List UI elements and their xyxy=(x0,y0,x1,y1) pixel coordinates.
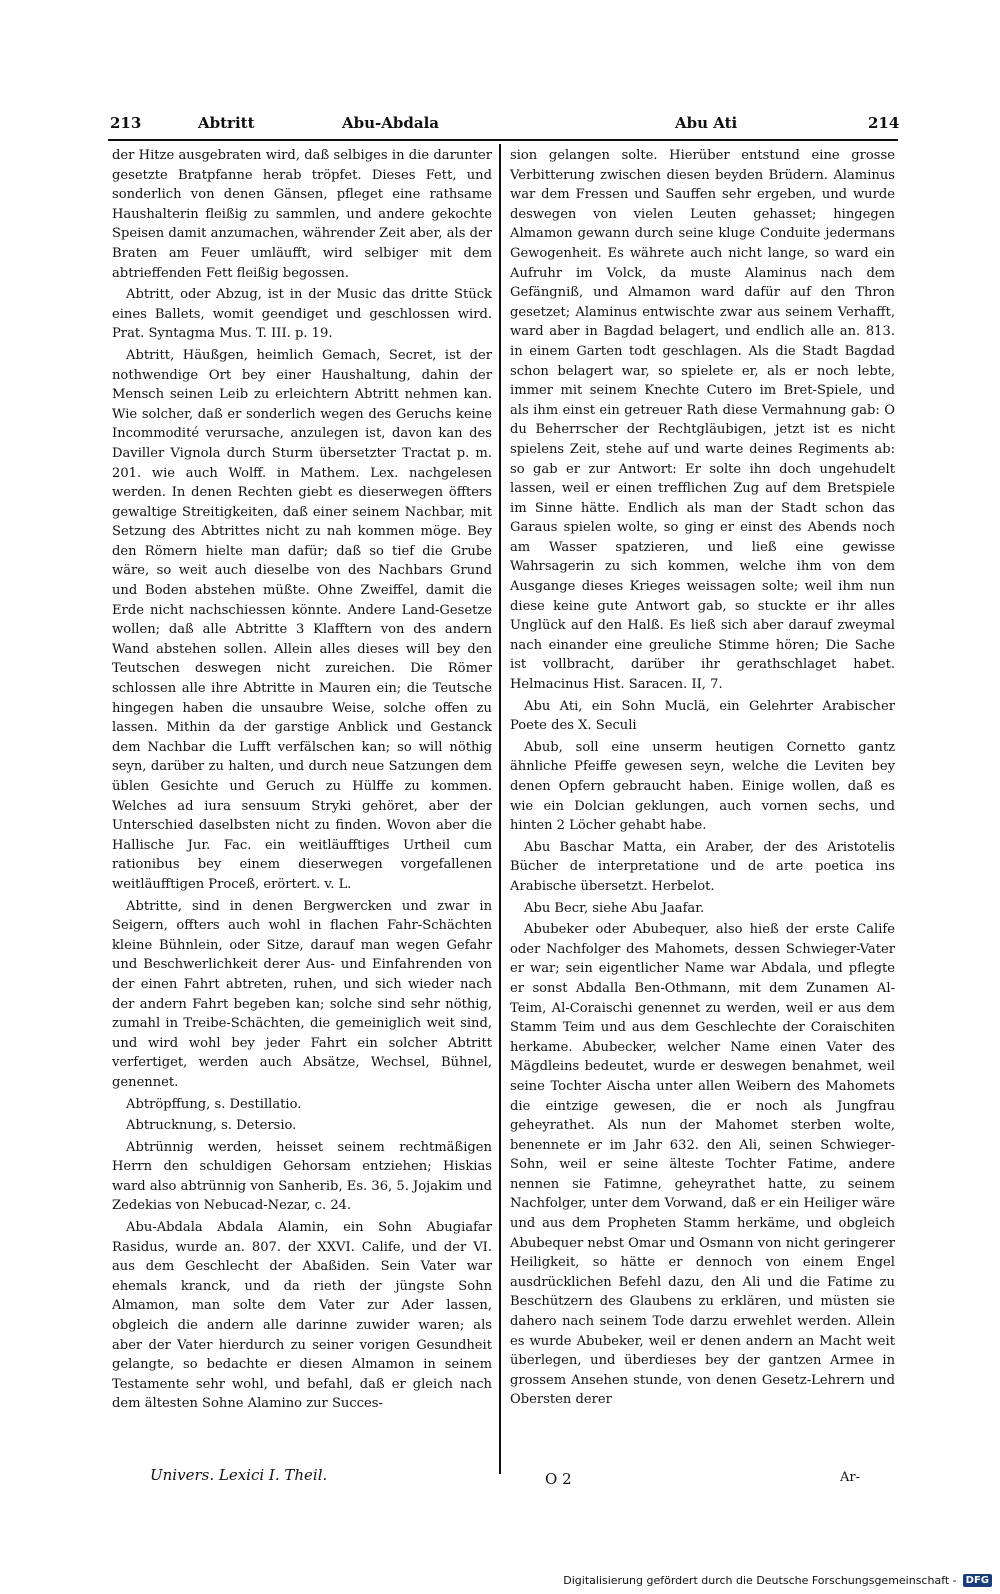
header-catch-left: Abu-Abdala xyxy=(342,114,440,132)
paragraph: Abu-Abdala Abdala Alamin, ein Sohn Abugiafar Rasidus, wurde an. 807. der XXVI. Calife, und der VI. aus dem Geschlecht der Abaßiden. Sein Vater war ehemals kranck, und da rieth der jüngste Sohn Almamon, man solte dem Vater zur Ader lassen, obgleich die andern alle darinne zuwider waren; als aber der Vater hierdurch zu seiner vorigen Gesundheit gelangte, so bedachte er diesen Almamon in seinem Testamente sehr wohl, und befahl, daß er gleich nach dem ältesten Sohne Alamino zur Succes- xyxy=(112,1220,492,1412)
paragraph: Abtrucknung, s. Detersio. xyxy=(126,1118,297,1134)
page-number-left: 213 xyxy=(110,114,142,132)
catchword: Ar- xyxy=(840,1470,860,1485)
paragraph: Abtritte, sind in denen Bergwercken und zwar in Seigern, offters auch wohl in flachen Fahr-Schächten kleine Bühnlein, oder Sitze, darauf man wegen Gefahr und Beschwerlichkeit derer Aus- und Einfahrenden von der einen Fahrt abtreten, ruhen, und sich wieder nach der andern Fahrt begeben kan; solche sind sehr nöthig, zumahl in Treibe-Schächten, die gemeiniglich weit sind, und wird wohl bey jeder Fahrt ein solcher Abtritt verfertiget, werden auch Absätze, Wechsel, Bühnel, genennet. xyxy=(112,898,492,1090)
paragraph: Abu Ati, ein Sohn Muclä, ein Gelehrter Arabischer Poete des X. Seculi xyxy=(510,698,895,734)
digitization-footer xyxy=(563,1571,992,1589)
paragraph: Abtritt, oder Abzug, ist in der Music das dritte Stück eines Ballets, womit geendiget und geschlossen wird. Prat. Syntagma Mus. T. III. p. 19. xyxy=(112,287,492,342)
paragraph: Abu Becr, siehe Abu Jaafar. xyxy=(524,900,705,916)
header-keyword-left: Abtritt xyxy=(198,114,255,132)
paragraph: Abtrünnig werden, heisset seinem rechtmäßigen Herrn den schuldigen Gehorsam entziehen; Hiskias ward also abtrünnig von Sanherib, Es. 36, 5. Jojakim und Zedekias von Nebucad-Nezar, c. 24. xyxy=(112,1139,492,1214)
signature-line: Univers. Lexici I. Theil. xyxy=(150,1466,328,1484)
signature-mark: O 2 xyxy=(545,1470,572,1488)
right-column xyxy=(510,146,895,1410)
paragraph: sion gelangen solte. Hierüber entstund eine grosse Verbitterung zwischen diesen beyden Brüdern. Alaminus war dem Fressen und Sauffen sehr ergeben, und wurde deswegen von vielen Leuten gehasset; hingegen Almamon gewann durch seine kluge Conduite jedermans Gewogenheit. Es währete auch nicht lange, so ward ein Aufruhr im Volck, da muste Alaminus nach dem Gefängniß, und Almamon ward dafür auf den Thron gesetzet; Alaminus entwischte zwar aus seinem Verhafft, ward aber in Bagdad belagert, und endlich alle an. 813. in einem Garten todt geschlagen. Als die Stadt Bagdad schon belagert war, so spielete er, als er noch lebte, immer mit seinem Knechte Cutero im Bret-Spiele, und als ihm einst ein getreuer Rath diese Vermahnung gab: O du Beherrscher der Rechtgläubigen, jetzt ist es nicht spielens Zeit, stehe auf und warte deines Regiments ab: so gab er zur Antwort: Er solte ihn doch ungehudelt lassen, weil er einen trefflichen Zug auf dem Bretspiele im Sinne hätte. Endlich als man der Stadt schon das Garaus spielen wolte, so ging er einst des Abends noch am Wasser spatzieren, und ließ eine gewisse Wahrsagerin zu sich kommen, welche ihm von dem Ausgange dieses Krieges weissagen solte; weil ihm nun diese keine gute Antwort gab, so stuckte er ihr alles Unglück auf den Halß. Es ließ sich aber darauf zweymal nach einander eine greuliche Stimme hören; Die Sache ist vollbracht, darüber ihr gerathschlaget habet. Helmacinus Hist. Saracen. II, 7. xyxy=(510,148,895,693)
header-catch-right: Abu Ati xyxy=(675,114,738,132)
footer-text: Digitalisierung gefördert durch die Deutsche Forschungsgemeinschaft - xyxy=(563,1573,957,1587)
paragraph: der Hitze ausgebraten wird, daß selbiges in die darunter gesetzte Bratpfanne herab tröpfet. Dieses Fett, und sonderlich von denen Gänsen, pfleget eine rathsame Haushalterin fleißig zu sammlen, und andere gekochte Speisen damit anzumachen, währender Zeit aber, als der Braten am Feuer umläufft, wird selbiger mit dem abtrieffenden Fett fleißig begossen. xyxy=(112,148,492,281)
paragraph: Abtritt, Häußgen, heimlich Gemach, Secret, ist der nothwendige Ort bey einer Haushaltung, dahin der Mensch seinen Leib zu erleichtern Abtritt nehmen kan. Wie solcher, daß er sonderlich wegen des Geruchs keine Incommodité verursache, anzulegen ist, davon kan des Daviller Vignola durch Sturm übersetzter Tractat p. m. 201. wie auch Wolff. in Mathem. Lex. nachgelesen werden. In denen Rechten giebt es dieserwegen öffters gewaltige Streitigkeiten, daß einer seinem Nachbar, mit Setzung des Abtrittes nicht zu nah kommen möge. Bey den Römern hielte man dafür; daß so tief die Grube wäre, so weit auch dieselbe von des Nachbars Grund und Boden abstehen müßte. Ohne Zweiffel, damit die Erde nicht nachschiessen könnte. Andere Land-Gesetze wollen; daß alle Abtritte 3 Klafftern von des andern Wand abstehen sollen. Allein alles dieses will bey den Teutschen deswegen nicht zureichen. Die Römer schlossen alle ihre Abtritte in Mauren ein; die Teutsche hingegen haben die unsaubre Weise, solche offen zu lassen. Mithin da der garstige Anblick und Gestanck dem Nachbar die Lufft verfälschen kan; so will nöthig seyn, darüber zu halten, und durch neue Satzungen dem üblen Gesichte und Geruch zu Hülffe zu kommen. Welches ad iura sensuum Stryki gehöret, aber der Unterschied daselbsten nicht zu finden. Wovon aber die Hallische Jur. Fac. ein weitläufftiges Urtheil cum rationibus bey einem dieserwegen vorgefallenen weitläufftigen Proceß, erörtert. v. L. xyxy=(112,347,492,892)
paragraph: Abtröpffung, s. Destillatio. xyxy=(126,1096,302,1112)
column-divider xyxy=(499,144,501,1474)
header-rule xyxy=(108,139,898,141)
left-column xyxy=(112,146,492,1414)
paragraph: Abubeker oder Abubequer, also hieß der erste Calife oder Nachfolger des Mahomets, dessen Schwieger-Vater er war; sein eigentlicher Name war Abdala, und pflegte er sonst Abdalla Ben-Othmann, mit dem Zunamen Al-Teim, Al-Coraischi genennet zu werden, weil er aus dem Stamm Teim und aus dem Geschlechte der Coraischiten herkame. Abubecker, welcher Name einen Vater des Mägdleins bedeutet, wurde er deswegen benahmet, weil seine Tochter Aischa unter allen Weibern des Mahomets die eintzige gewesen, die er noch als Jungfrau geheyrathet. Als nun der Mahomet sterben wolte, benennete er im Jahr 632. den Ali, seinen Schwieger-Sohn, weil er seine älteste Tochter Fatime, andere nennen sie Fatimne, geheyrathet hatte, zu seinem Nachfolger, unter dem Vorwand, daß er ein Heiliger wäre und aus dem Propheten Stamm herkäme, und obgleich Abubequer nebst Omar und Osmann von nicht geringerer Heiligkeit, so hätte er dennoch von einem Engel ausdrücklichen Befehl dazu, den Ali und die Fatime zu Beschützern des Glaubens zu erklären, und müsten sie dahero nach seinem Tode darzu erwehlet werden. Allein es wurde Abubeker, weil er denen andern an Macht weit überlegen, und überdieses bey der gantzen Armee in grossem Ansehen stunde, von denen Gesetz-Lehrern und Obersten derer xyxy=(510,922,895,1408)
page-number-right: 214 xyxy=(868,114,900,132)
running-header xyxy=(110,114,905,138)
paragraph: Abub, soll eine unserm heutigen Cornetto gantz ähnliche Pfeiffe gewesen seyn, welche die Leviten bey denen Opfern gebraucht haben. Einige wollen, daß es wie ein Dolcian geklungen, auch vornen sechs, und hinten 2 Löcher gehabt habe. xyxy=(510,739,895,834)
paragraph: Abu Baschar Matta, ein Araber, der des Aristotelis Bücher de interpretatione und de arte poetica ins Arabische übersetzt. Herbelot. xyxy=(510,839,895,894)
dfg-logo: DFG xyxy=(963,1574,992,1587)
